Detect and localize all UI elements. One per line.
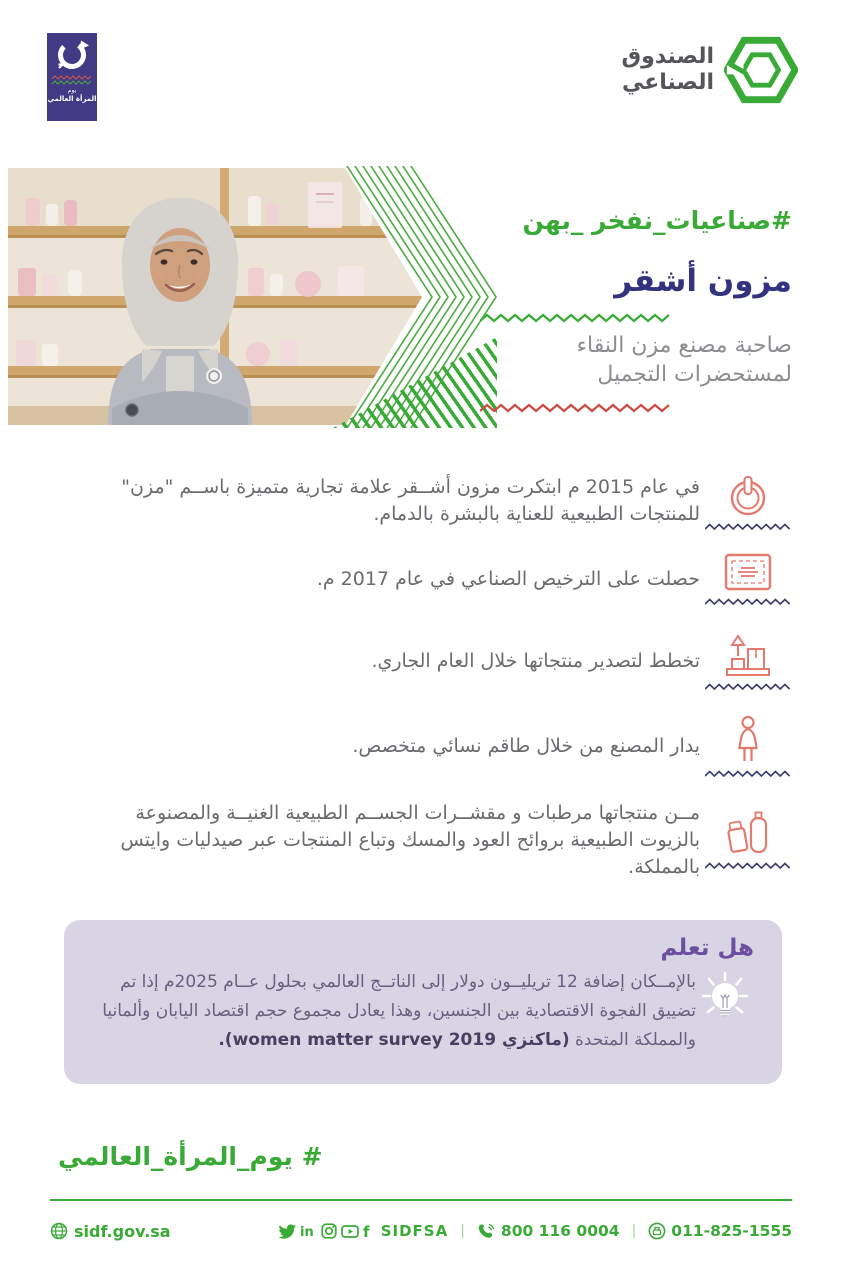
social-handle[interactable]: SIDFSA (380, 1222, 449, 1240)
footer-divider (50, 1199, 792, 1201)
circle-arrow-icon (54, 39, 90, 75)
badge-text: يوم المرأة العالمي (47, 87, 97, 103)
youtube-icon[interactable] (341, 1225, 359, 1238)
womens-day-badge (47, 33, 97, 121)
phone-number: 800 116 0004 (500, 1222, 620, 1240)
list-item: تخطط لتصدير منتجاتها خلال العام الجاري. (55, 632, 796, 691)
lightbulb-icon (697, 970, 753, 1034)
campaign-hashtag: #صناعيات_نفخر _بهن (522, 206, 792, 235)
linkedin-icon[interactable] (300, 1223, 317, 1239)
instagram-icon[interactable] (321, 1223, 337, 1239)
sidf-logo-text: الصندوق الصناعي (621, 44, 714, 95)
footer-bar (50, 1212, 792, 1250)
footer-contacts (278, 1222, 792, 1240)
womens-day-hashtag: # يوم_المرأة_العالمي (58, 1142, 323, 1171)
navy-zigzag (705, 770, 791, 778)
navy-zigzag (705, 523, 791, 531)
entrepreneur-name: مزون أشقر (614, 263, 792, 299)
woman-icon (729, 715, 767, 765)
did-you-know-box (64, 920, 782, 1084)
website-link[interactable]: sidf.gov.sa (50, 1222, 171, 1241)
phone-contact[interactable] (477, 1222, 620, 1240)
separator: | (460, 1223, 465, 1239)
navy-zigzag (705, 598, 791, 606)
svg-text:in: in (299, 1225, 314, 1239)
svg-text:f: f (362, 1222, 370, 1240)
fax-contact[interactable] (648, 1222, 792, 1240)
social-icons (278, 1223, 373, 1240)
green-zigzag-divider (480, 313, 676, 323)
list-item: يدار المصنع من خلال طاقم نسائي متخصص. (55, 715, 796, 778)
list-item: حصلت على الترخيص الصناعي في عام 2017 م. (55, 553, 796, 606)
badge-green-zigzag (52, 80, 92, 85)
entrepreneur-title: صاحبة مصنع مزن النقاء لمستحضرات التجميل (576, 333, 792, 388)
globe-icon (50, 1222, 68, 1240)
sidf-hexagon-icon (724, 30, 798, 110)
citation: (ماكنزي 2019 women matter survey). (218, 1030, 570, 1051)
separator: | (631, 1223, 637, 1239)
fax-number: 011-825-1555 (671, 1222, 792, 1240)
hero-text-block (480, 206, 792, 413)
twitter-icon[interactable] (278, 1224, 296, 1239)
phone-icon (477, 1222, 496, 1240)
power-icon (725, 470, 771, 518)
certificate-icon (724, 553, 772, 593)
navy-zigzag (705, 683, 791, 691)
navy-zigzag (705, 862, 791, 870)
list-item: في عام 2015 م ابتكرت مزون أشــقر علامة تجارية متميزة باســم "مزن" للمنتجات الطبيعية للعناية بالبشرة بالدمام. (55, 470, 796, 531)
did-you-know-title: هل تعلم (660, 935, 754, 961)
red-zigzag-divider (480, 403, 676, 413)
fax-icon (648, 1222, 666, 1240)
list-item: مــن منتجاتها مرطبات و مقشــرات الجســم الطبيعية الغنيــة والمصنوعة بالزيوت الطبيعية بروائح العود والمسك وتباع المنتجات عبر صيدليات وايتس بالمملكة. (55, 800, 796, 881)
facebook-icon[interactable] (363, 1223, 373, 1240)
cosmetics-icon (724, 811, 772, 857)
sidf-logo (621, 30, 798, 110)
did-you-know-body: بالإمــكان إضافة 12 تريليــون دولار إلى الناتــج العالمي بحلول عــام 2025م إذا تم تضييق الفجوة الاقتصادية بين الجنسين، وهذا يعادل مجموع حجم اقتصاد اليابان وألمانيا والمملكة المتحدة (ماكنزي 2019 women matter survey). (102, 972, 696, 1051)
export-icon (724, 632, 772, 678)
facts-list (55, 470, 796, 881)
